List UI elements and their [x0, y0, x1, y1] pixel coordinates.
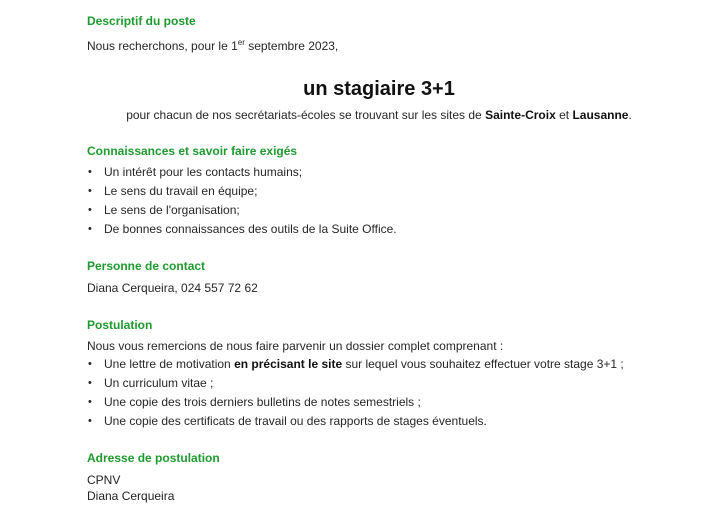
bullet-icon: •: [88, 358, 92, 370]
bullet-icon: •: [88, 204, 92, 216]
application-item-text: Une lettre de motivation: [104, 357, 235, 371]
list-item: [87, 201, 397, 220]
skills-list: [87, 163, 397, 239]
skill-text: Un intérêt pour les contacts humains;: [104, 165, 303, 179]
list-item: [87, 355, 624, 374]
contact-heading: Personne de contact: [87, 259, 206, 273]
address-line: Diana Cerqueira: [87, 489, 175, 503]
position-title: un stagiaire 3+1: [303, 78, 455, 100]
address-line: CPNV: [87, 473, 121, 487]
site-lausanne: Lausanne: [572, 108, 629, 122]
skill-text: Le sens de l'organisation;: [104, 203, 240, 217]
list-item: [87, 374, 624, 393]
skill-text: De bonnes connaissances des outils de la Suite Office.: [104, 222, 397, 236]
bullet-icon: •: [88, 223, 92, 235]
list-item: [87, 220, 397, 239]
application-item-text: Un curriculum vitae ;: [104, 376, 214, 390]
list-item: [87, 163, 397, 182]
subtitle-conjunction: et: [555, 108, 573, 122]
bullet-icon: •: [88, 396, 92, 408]
bullet-icon: •: [88, 166, 92, 178]
description-intro: [87, 38, 338, 53]
application-heading: Postulation: [87, 318, 153, 332]
skills-heading: Connaissances et savoir faire exigés: [87, 144, 298, 158]
application-list: [87, 355, 624, 431]
site-sainte-croix: Sainte-Croix: [485, 108, 556, 122]
list-item: [87, 182, 397, 201]
list-item: [87, 393, 624, 412]
position-subtitle: [0, 108, 724, 122]
subtitle-text: pour chacun de nos secrétariats-écoles se trouvant sur les sites de: [126, 108, 486, 122]
intro-text: Nous recherchons, pour le 1: [87, 39, 238, 53]
skill-text: Le sens du travail en équipe;: [104, 184, 258, 198]
list-item: [87, 412, 624, 431]
application-item-text: Une copie des trois derniers bulletins de notes semestriels ;: [104, 395, 421, 409]
bullet-icon: •: [88, 377, 92, 389]
description-heading: Descriptif du poste: [87, 14, 196, 28]
bullet-icon: •: [88, 185, 92, 197]
subtitle-end: .: [628, 108, 632, 122]
application-intro: Nous vous remercions de nous faire parvenir un dossier complet comprenant :: [87, 339, 504, 353]
application-item-emphasis: en précisant le site: [234, 357, 343, 371]
contact-text: Diana Cerqueira, 024 557 72 62: [87, 281, 258, 295]
intro-superscript: er: [237, 38, 245, 47]
application-item-text: Une copie des certificats de travail ou des rapports de stages éventuels.: [104, 414, 487, 428]
application-item-text-end: sur lequel vous souhaitez effectuer votre stage 3+1 ;: [342, 357, 624, 371]
intro-date-text: septembre 2023,: [244, 39, 339, 53]
bullet-icon: •: [88, 415, 92, 427]
address-heading: Adresse de postulation: [87, 451, 220, 465]
